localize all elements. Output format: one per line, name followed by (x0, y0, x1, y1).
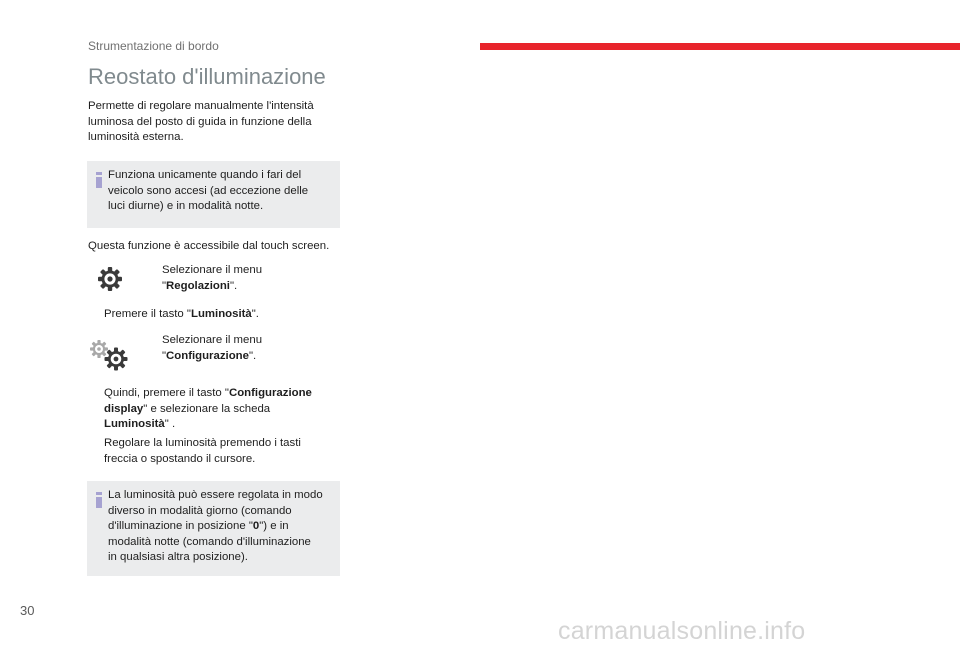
section-accent-bar (480, 43, 960, 50)
step-text: Quindi, premere il tasto "Configurazione (104, 387, 312, 399)
info-note-box (87, 481, 340, 576)
button-name-display: display (104, 402, 144, 415)
note-line: diverso in modalità giorno (comando (108, 504, 292, 517)
tab-name-luminosita: Luminosità (104, 418, 165, 431)
watermark: carmanualsonline.info (558, 617, 806, 645)
info-note-text (108, 168, 332, 215)
note-line: d'illuminazione in posizione "0") e in (108, 520, 289, 533)
step-text: Regolare la luminosità premendo i tasti (104, 437, 301, 449)
step-text: "Regolazioni". (162, 279, 238, 292)
intro-line: luminosità esterna. (88, 131, 184, 144)
intro-paragraph (88, 99, 343, 146)
note-line: in qualsiasi altra posizione). (108, 551, 248, 564)
step-text: Selezionare il menu (162, 334, 263, 346)
menu-name-regolazioni: Regolazioni (166, 279, 230, 292)
settings-gear-icon (96, 265, 124, 293)
note-line: La luminosità può essere regolata in modo (108, 489, 323, 501)
configuration-gears-icon (89, 339, 131, 373)
intro-line: Permette di regolare manualmente l'intensità (88, 100, 314, 112)
page-number: 30 (20, 603, 35, 618)
info-note-box (87, 161, 340, 228)
note-line: veicolo sono accesi (ad eccezione delle (108, 184, 309, 197)
note-line: Funziona unicamente quando i fari del (108, 169, 302, 181)
step-text: Luminosità" . (104, 418, 176, 431)
note-line: luci diurne) e in modalità notte. (108, 200, 264, 213)
touch-screen-note: Questa funzione è accessibile dal touch screen. (88, 240, 330, 252)
step-text: "Configurazione". (162, 349, 257, 362)
menu-name-configurazione: Configurazione (166, 349, 249, 362)
section-header: Strumentazione di bordo (88, 39, 219, 53)
intro-line: luminosa del posto di guida in funzione della (88, 115, 312, 128)
step-text: Selezionare il menu (162, 264, 263, 276)
info-note-text (108, 488, 332, 566)
step-text: Premere il tasto "Luminosità". (104, 308, 259, 320)
info-icon (95, 172, 103, 188)
page-title: Reostato d'illuminazione (88, 64, 326, 89)
button-name-luminosita: Luminosità (190, 308, 252, 320)
step-text: freccia o spostando il cursore. (104, 452, 256, 465)
step-text: display" e selezionare la scheda (104, 402, 271, 415)
note-line: modalità notte (comando d'illuminazione (108, 535, 311, 548)
info-icon (95, 492, 103, 508)
button-name-configurazione: Configurazione (228, 387, 312, 399)
